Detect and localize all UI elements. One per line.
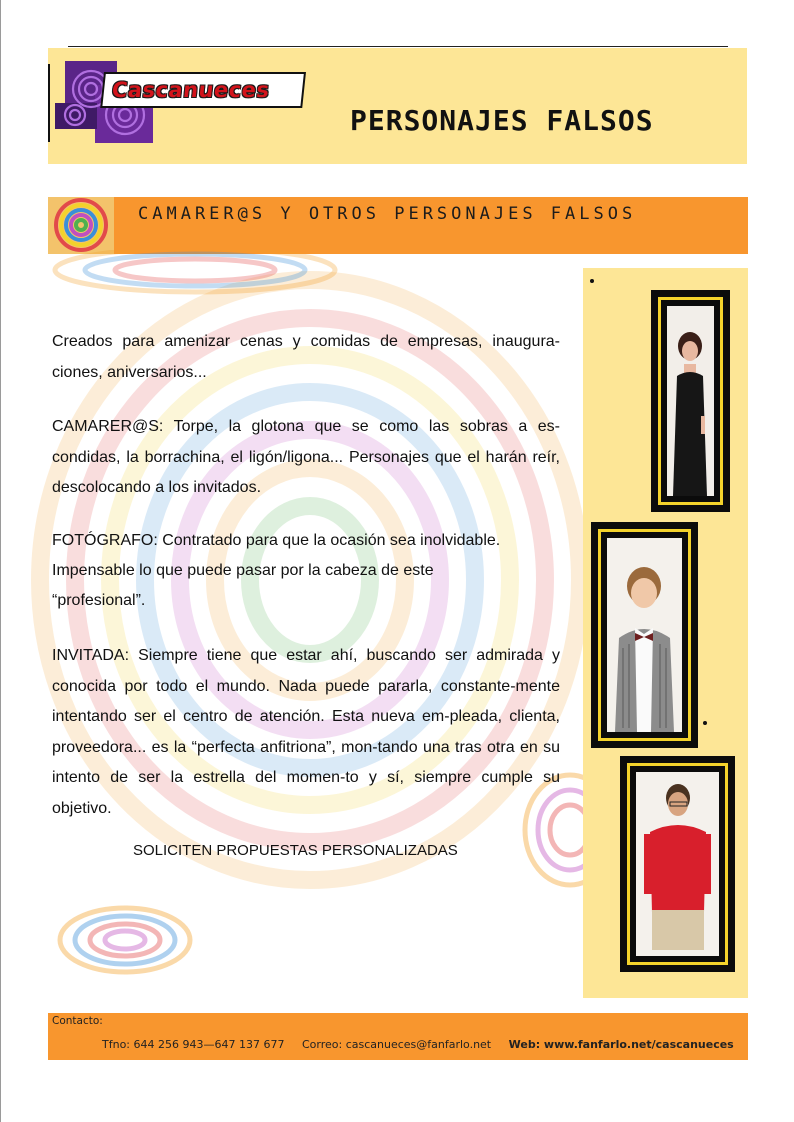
phone-text: Tfno: 644 256 943—647 137 677 [102, 1038, 285, 1051]
website-text[interactable]: Web: www.fanfarlo.net/cascanueces [508, 1038, 734, 1051]
page-edge-line [0, 0, 1, 1122]
section-title: CAMARER@S Y OTROS PERSONAJES FALSOS [138, 204, 637, 224]
fotografo-line-2: Impensable lo que puede pasar por la cabeza de este [52, 562, 434, 579]
page-title: PERSONAJES FALSOS [350, 104, 654, 137]
camareros-paragraph: CAMARER@S: Torpe, la glotona que se como las sobras a es-condidas, la borrachina, el ligón/ligona... Personajes que el harán reír, descolocando a los invitados. [52, 418, 560, 496]
man-red-shirt-photo [636, 772, 719, 956]
fotografo-line-3: “profesional”. [52, 592, 146, 609]
photo-frame-photographer [591, 522, 698, 748]
bullet-dot [590, 279, 594, 283]
contact-label: Contacto: [52, 1015, 103, 1027]
photo-frame-guest [620, 756, 735, 972]
top-rule [68, 46, 728, 47]
call-to-action: SOLICITEN PROPUESTAS PERSONALIZADAS [133, 842, 458, 859]
email-text[interactable]: Correo: cascanueces@fanfarlo.net [301, 1038, 492, 1051]
swirl-icon [48, 197, 114, 254]
logo-wordmark: Cascanueces [110, 78, 271, 102]
invitada-paragraph: INVITADA: Siempre tiene que estar ahí, buscando ser admirada y conocida por todo el mundo. Nada puede pararla, constante-mente intentando ser el centro de atención. Esta nueva em-pleada, clienta, proveedora... es la “perfecta anfitriona”, mon-tando una tras otra en su intento de ser la estrella del momen-to y sí, siempre cumple su objetivo. [52, 647, 560, 817]
contact-footer [48, 1013, 748, 1060]
fotografo-line-1: FOTÓGRAFO: Contratado para que la ocasión sea inolvidable. [52, 532, 501, 549]
contact-details [102, 1038, 734, 1051]
woman-black-dress-photo [667, 306, 714, 496]
photo-frame-waitress [651, 290, 730, 512]
bullet-dot [703, 721, 707, 725]
intro-paragraph: Creados para amenizar cenas y comidas de empresas, inaugura-ciones, aniversarios... [52, 333, 560, 381]
woman-bowtie-vest-photo [607, 538, 682, 732]
logo-tick-mark [48, 64, 50, 142]
